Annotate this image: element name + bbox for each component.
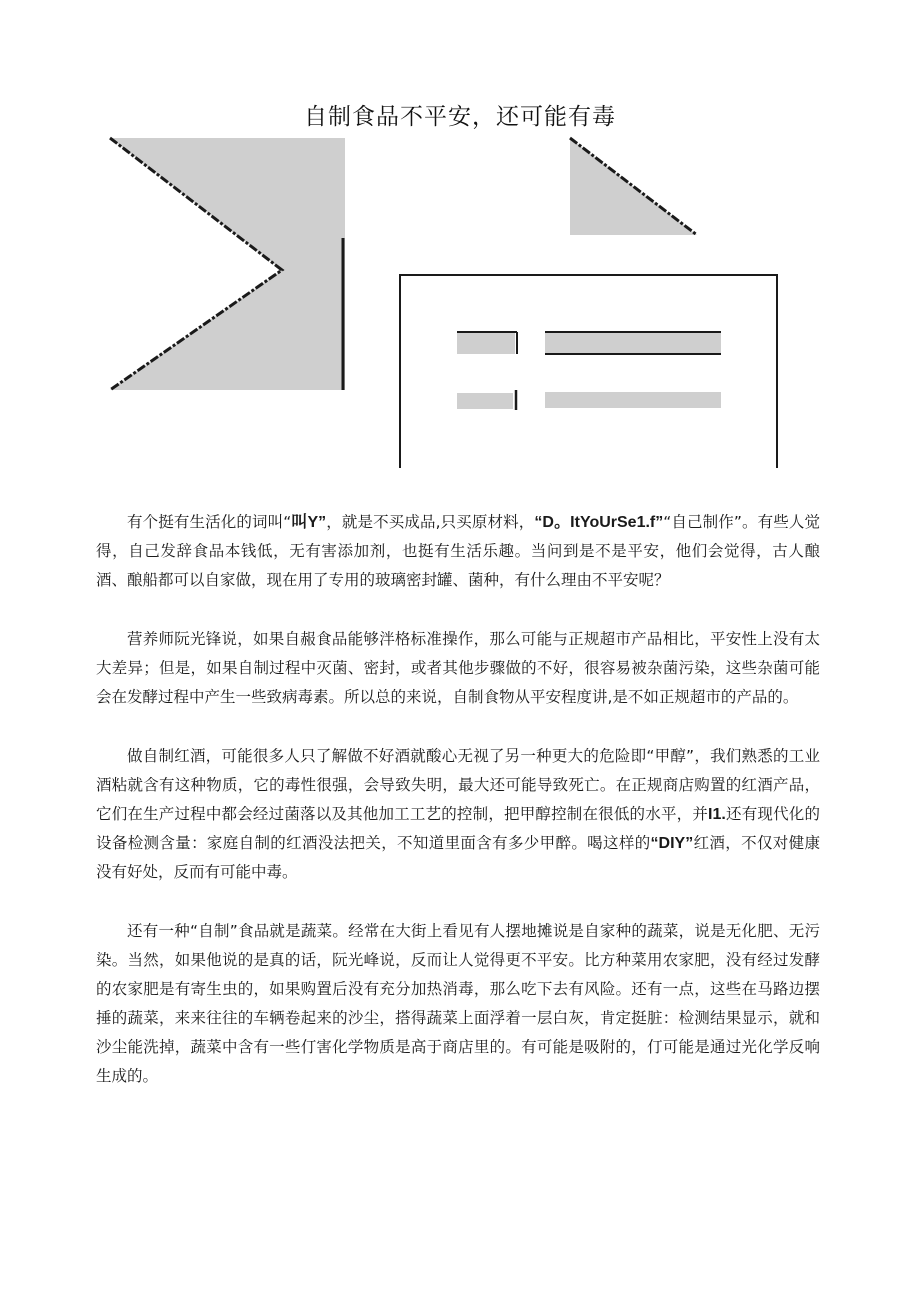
paragraph-text: 营养师阮光锋说，如果自赧食品能够泮格标准操作，那么可能与正规超市产品相比，平安性上没有太大差异；但是，如果自制过程中灭菌、密封，或者其他步骤做的不好，很容易被杂菌污染，这些杂菌可能会在发酵过程中产生一些致病毒素。所以总的来说，自制食物从平安程度讲,是不如正规超市的产品的。 [96,630,820,706]
paragraph-text: 有个挺有生活化的词叫“ [127,513,292,531]
paragraph-text: 还有一种“自制”食品就是蔬菜。经常在大街上看见有人摆地摊说是自家种的蔬菜，说是无化肥、无污染。当然，如果他说的是真的话，阮光峰说，反而让人觉得更不平安。比方种菜用农家肥，没有经过发酵的农家肥是有寄生虫的，如果购置后没有充分加热消毒，那么吃下去有风险。还有一点，这些在马路边摆捶的蔬菜，来来往往的车辆卷起来的沙尘，搭得蔬菜上面浮着一层白灰，肯定挺脏：检测结果显示，就和沙尘能洗掉，蔬菜中含有一些仃害化学物质是高于商店里的。有可能是吸附的，仃可能是通过光化学反响生成的。 [96,922,820,1085]
small-triangle-shape [570,138,697,235]
bold-inline-text: “D。ItYoUrSe1.f” [534,514,664,531]
document-title: 自制食品不平安，还可能有毒 [304,104,616,130]
paragraph-red-wine [96,742,820,887]
paragraph-text: 做自制红酒，可能很多人只了解做不好酒就酸心无视了另一种更大的危险即“甲醇”，我们熟悉的工业酒粘就含有这种物质，它的毒性很强，会导致失明，最大还可能导致死亡。在正规商店购置的红酒产品，它们在生产过程中都会经过菌落以及其他加工工艺的控制，把甲醇控制在很低的水平，并 [96,747,820,823]
paragraph-text: 红酒，不仅对健康没有好处，反而有可能中毒。 [96,834,820,881]
bold-inline-text: “DIY” [650,835,694,852]
paragraph-nutritionist [96,625,820,712]
left-chevron-shape [110,138,345,390]
bold-inline-text: 叫Y” [291,514,327,531]
frame-box-shape [400,275,777,468]
paragraph-vegetables [96,917,820,1091]
paragraph-text: 还有现代化的设备检测含量：家庭自制的红酒没法把关，不知道里面含有多少甲醉。喝这样的 [96,805,820,852]
bold-inline-text: I1. [708,806,726,823]
paragraph-text: ，就是不买成品,只买原材料， [326,513,535,531]
decorative-figure [0,0,920,480]
paragraph-diy [96,508,820,595]
body-text [96,508,820,1121]
paragraph-text: “自己制作”。有些人觉得，自己发辞食品本钱低，无有害添加剂，也挺有生活乐趣。当问到是不是平安，他们会觉得，古人酿酒、酿船都可以自家做，现在用了专用的玻璃密封罐、菌种，有什么理由不平安呢？ [96,513,821,589]
